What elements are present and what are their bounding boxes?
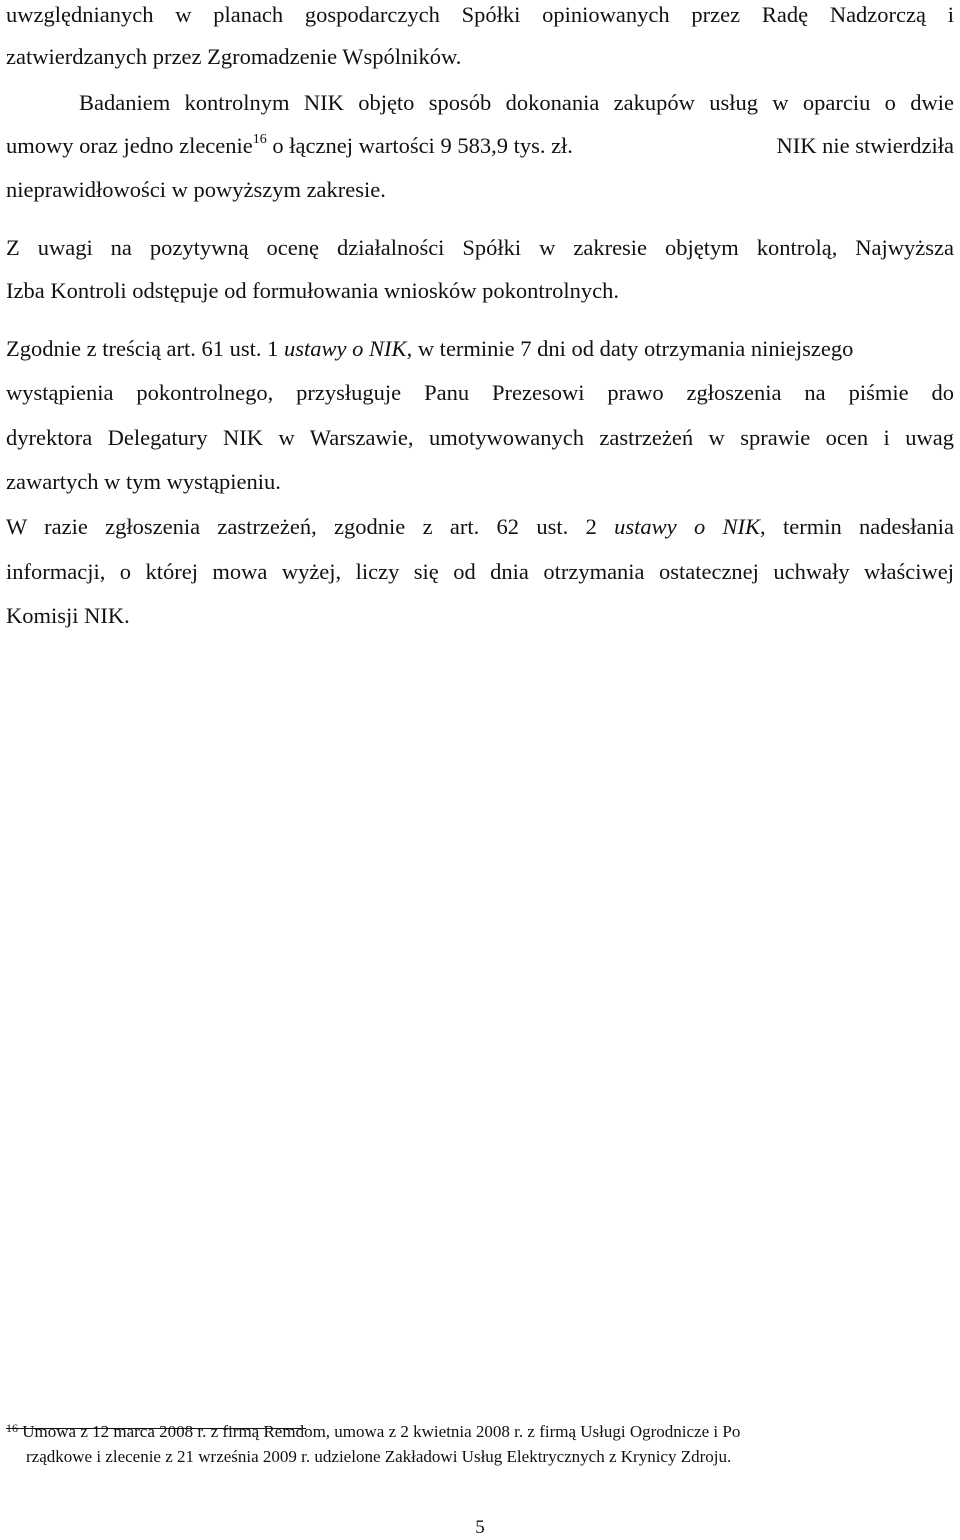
act-name: ustawy o NIK — [284, 336, 407, 361]
body-line: informacji, o której mowa wyżej, liczy się od dnia otrzymania ostatecznej uchwały właściwej — [6, 559, 954, 584]
body-line: Izba Kontroli odstępuje od formułowania wniosków pokontrolnych. — [6, 278, 620, 303]
body-line: nieprawidłowości w powyższym zakresie. — [6, 177, 386, 202]
footnote-text: Umowa z 12 marca 2008 r. z firmą Remdom, umowa z 2 kwietnia 2008 r. z firmą Usługi Ogrodnicze i Po — [22, 1422, 741, 1441]
body-line: uwzględnianych w planach gospodarczych Spółki opiniowanych przez Radę Nadzorczą i — [6, 2, 954, 27]
footnote-number: 16 — [6, 1421, 18, 1435]
body-text: Zgodnie z treścią art. 61 ust. — [6, 336, 262, 361]
body-line: zawartych w tym wystąpieniu. — [6, 469, 281, 494]
body-line — [6, 334, 954, 364]
body-text: W razie zgłoszenia zastrzeżeń, zgodnie z art. 62 ust. 2 — [6, 514, 615, 539]
body-text: o łącznej wartości 9 583,9 tys. zł. — [266, 133, 573, 158]
body-text: , termin nadesłania — [760, 514, 954, 539]
footnote-line — [6, 1420, 740, 1444]
body-line: Komisji NIK. — [6, 603, 130, 628]
act-name: ustawy o NIK — [614, 514, 761, 539]
body-line-with-footnote — [6, 131, 954, 161]
body-line: zatwierdzanych przez Zgromadzenie Wspólników. — [6, 44, 462, 69]
body-text: , w terminie 7 dni od daty otrzymania niniejszego — [406, 336, 854, 361]
body-line: Badaniem kontrolnym NIK objęto sposób dokonania zakupów usług w oparciu o dwie — [79, 90, 954, 115]
page-number: 5 — [475, 1517, 485, 1538]
footnote-reference: 16 — [252, 132, 267, 147]
footnote-line: rządkowe i zlecenie z 21 września 2009 r. udzielone Zakładowi Usług Elektrycznych z Krynicy Zdroju. — [26, 1447, 732, 1466]
body-line — [6, 512, 954, 542]
body-text: NIK nie stwierdziła — [776, 133, 954, 158]
body-line: dyrektora Delegatury NIK w Warszawie, umotywowanych zastrzeżeń w sprawie ocen i uwag — [6, 425, 954, 450]
body-text: 1 — [267, 336, 285, 361]
body-line: wystąpienia pokontrolnego, przysługuje Panu Prezesowi prawo zgłoszenia na piśmie do — [6, 380, 954, 405]
body-line: Z uwagi na pozytywną ocenę działalności Spółki w zakresie objętym kontrolą, Najwyższa — [6, 235, 954, 260]
body-text: umowy oraz jedno zlecenie — [6, 133, 253, 158]
